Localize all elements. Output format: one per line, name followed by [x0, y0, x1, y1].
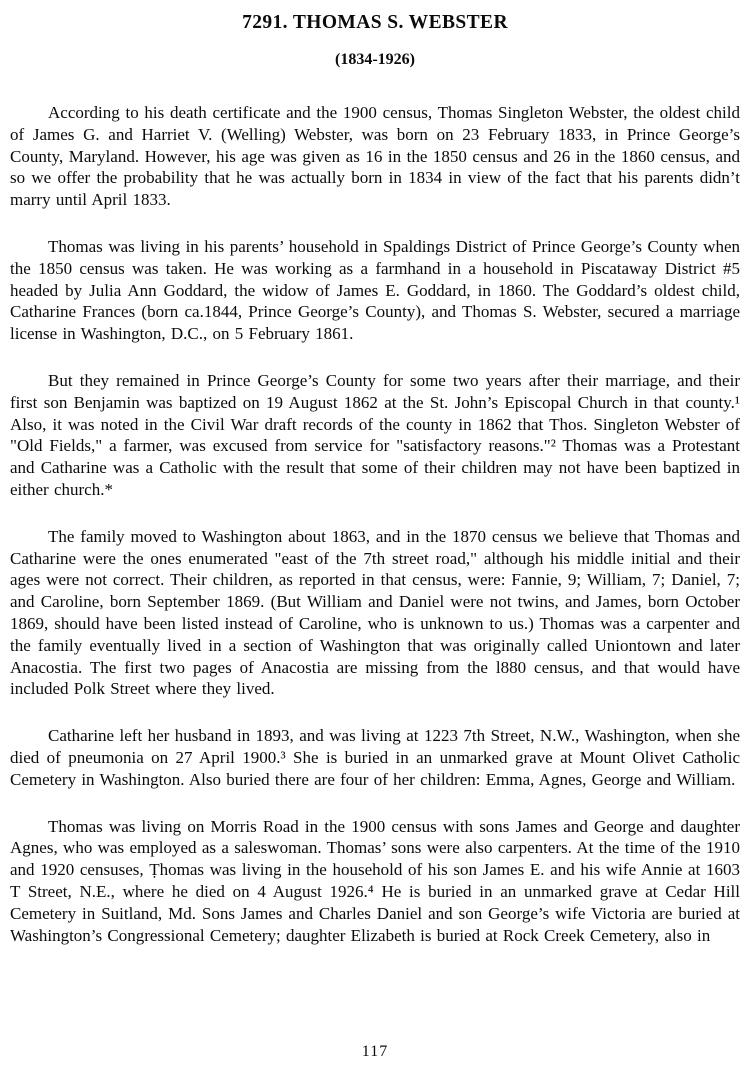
- body-paragraph-1: According to his death certificate and the 1900 census, Thomas Singleton Webster, the oldest child of James G. and Harriet V. (Welling) Webster, was born on 23 February 1833, in Prince George’s County, Maryland. However, his age was given as 16 in the 1850 census and 26 in the 1860 census, and so we offer the probability that he was actually born in 1834 in view of the fact that his parents didn’t marry until April 1833.: [10, 103, 740, 210]
- page-subtitle: (1834-1926): [335, 51, 415, 68]
- body-paragraph-5: Catharine left her husband in 1893, and was living at 1223 7th Street, N.W., Washington, when she died of pneumonia on 27 April 1900.³ She is buried in an unmarked grave at Mount Olivet Catholic Cemetery in Washington. Also buried there are four of her children: Emma, Agnes, George and William.: [10, 726, 740, 789]
- body-paragraph-4: The family moved to Washington about 1863, and in the 1870 census we believe that Thomas and Catharine were the ones enumerated "east of the 7th street road," although his middle initial and their ages were not correct. Their children, as reported in that census, were: Fannie, 9; William, 7; Daniel, 7; and Caroline, born September 1869. (But William and Daniel were not twins, and James, born October 1869, should have been listed instead of Caroline, who is unknown to us.) Thomas was a carpenter and the family eventually lived in a section of Washington that was originally called Uniontown and later Anacostia. The first two pages of Anacostia are missing from the l880 census, and that would have included Polk Street where they lived.: [10, 526, 740, 699]
- body-paragraph-6: Thomas was living on Morris Road in the 1900 census with sons James and George and daughter Agnes, who was employed as a saleswoman. Thomas’ sons were also carpenters. At the time of the 1910 and 1920 censuses, Ṭhomas was living in the household of his son James E. and his wife Annie at 1603 T Street, N.E., where he died on 4 August 1926.⁴ He is buried in an unmarked grave at Cedar Hill Cemetery in Suitland, Md. Sons James and Charles Daniel and son George’s wife Victoria are buried at Washington’s Congressional Cemetery; daughter Elizabeth is buried at Rock Creek Cemetery, also in: [10, 816, 740, 945]
- body-paragraph-3: But they remained in Prince George’s County for some two years after their marriage, and their first son Benjamin was baptized on 19 August 1862 at the St. John’s Episcopal Church in that county.¹ Also, it was noted in the Civil War draft records of the county in 1862 that Thos. Singleton Webster of "Old Fields," a farmer, was excused from service for "satisfactory reasons."² Thomas was a Protestant and Catharine was a Catholic with the result that some of their children may not have been baptized in either church.*: [10, 370, 740, 499]
- page-number: 117: [361, 1043, 389, 1060]
- page-title: 7291. THOMAS S. WEBSTER: [242, 12, 508, 33]
- body-text: [10, 102, 740, 1047]
- body-paragraph-2: Thomas was living in his parents’ household in Spaldings District of Prince George’s County when the 1850 census was taken. He was working as a farmhand in a household in Piscataway District #5 headed by Julia Ann Goddard, the widow of James E. Goddard, in 1860. The Goddard’s oldest child, Catharine Frances (born ca.1844, Prince George’s County), and Thomas S. Webster, secured a marriage license in Washington, D.C., on 5 February 1861.: [10, 236, 740, 344]
